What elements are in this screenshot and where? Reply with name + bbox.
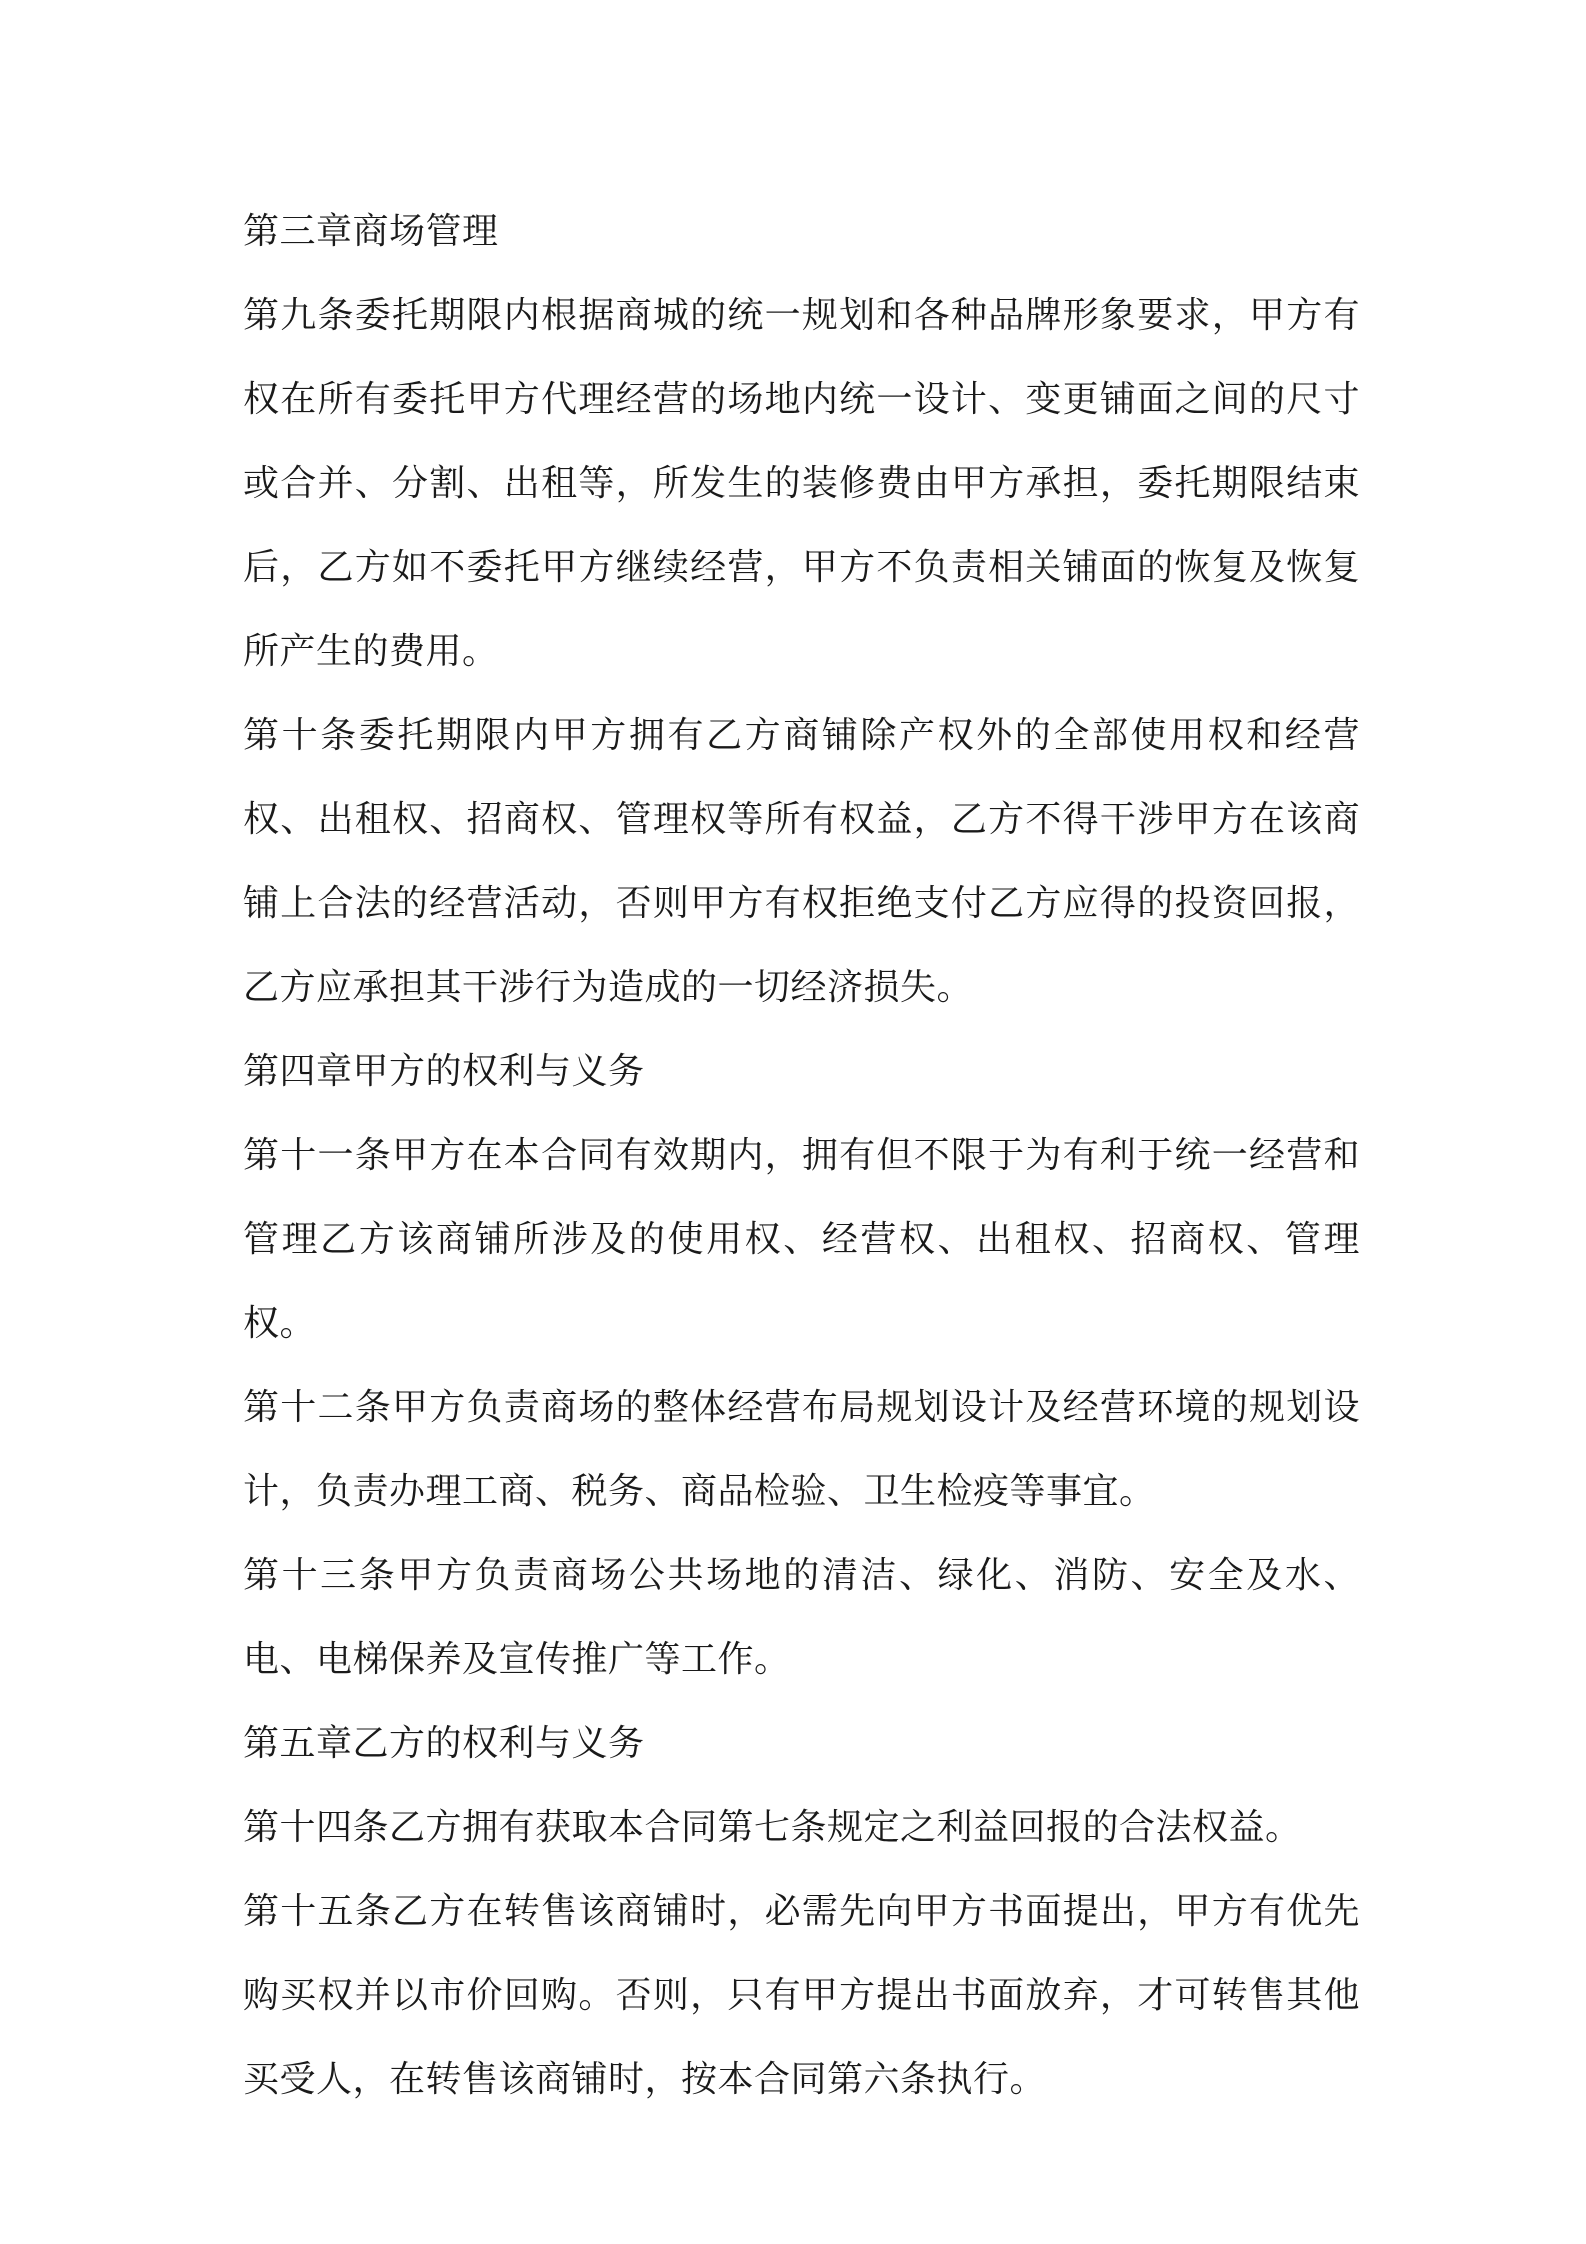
article-14-paragraph: 第十四条乙方拥有获取本合同第七条规定之利益回报的合法权益。 (243, 1807, 1302, 1848)
article-9-paragraph: 第九条委托期限内根据商城的统一规划和各种品牌形象要求，甲方有权在所有委托甲方代理经营的场地内统一设计、变更铺面之间的尺寸或合并、分割、出租等，所发生的装修费由甲方承担，委托期限结束后，乙方如不委托甲方继续经营，甲方不负责相关铺面的恢复及恢复所产生的费用。 (243, 295, 1360, 672)
article-10-paragraph: 第十条委托期限内甲方拥有乙方商铺除产权外的全部使用权和经营权、出租权、招商权、管理权等所有权益，乙方不得干涉甲方在该商铺上合法的经营活动，否则甲方有权拒绝支付乙方应得的投资回报，乙方应承担其干涉行为造成的一切经济损失。 (243, 715, 1360, 1008)
article-11-paragraph: 第十一条甲方在本合同有效期内，拥有但不限于为有利于统一经营和管理乙方该商铺所涉及的使用权、经营权、出租权、招商权、管理权。 (243, 1135, 1360, 1344)
chapter-4-heading: 第四章甲方的权利与义务 (243, 1051, 645, 1092)
article-13-paragraph: 第十三条甲方负责商场公共场地的清洁、绿化、消防、安全及水、电、电梯保养及宣传推广等工作。 (243, 1555, 1360, 1680)
chapter-3-heading: 第三章商场管理 (243, 211, 499, 252)
chapter-5-heading: 第五章乙方的权利与义务 (243, 1723, 645, 1764)
article-12-paragraph: 第十二条甲方负责商场的整体经营布局规划设计及经营环境的规划设计，负责办理工商、税务、商品检验、卫生检疫等事宜。 (243, 1387, 1360, 1512)
article-15-paragraph: 第十五条乙方在转售该商铺时，必需先向甲方书面提出，甲方有优先购买权并以市价回购。否则，只有甲方提出书面放弃，才可转售其他买受人，在转售该商铺时，按本合同第六条执行。 (243, 1891, 1360, 2100)
